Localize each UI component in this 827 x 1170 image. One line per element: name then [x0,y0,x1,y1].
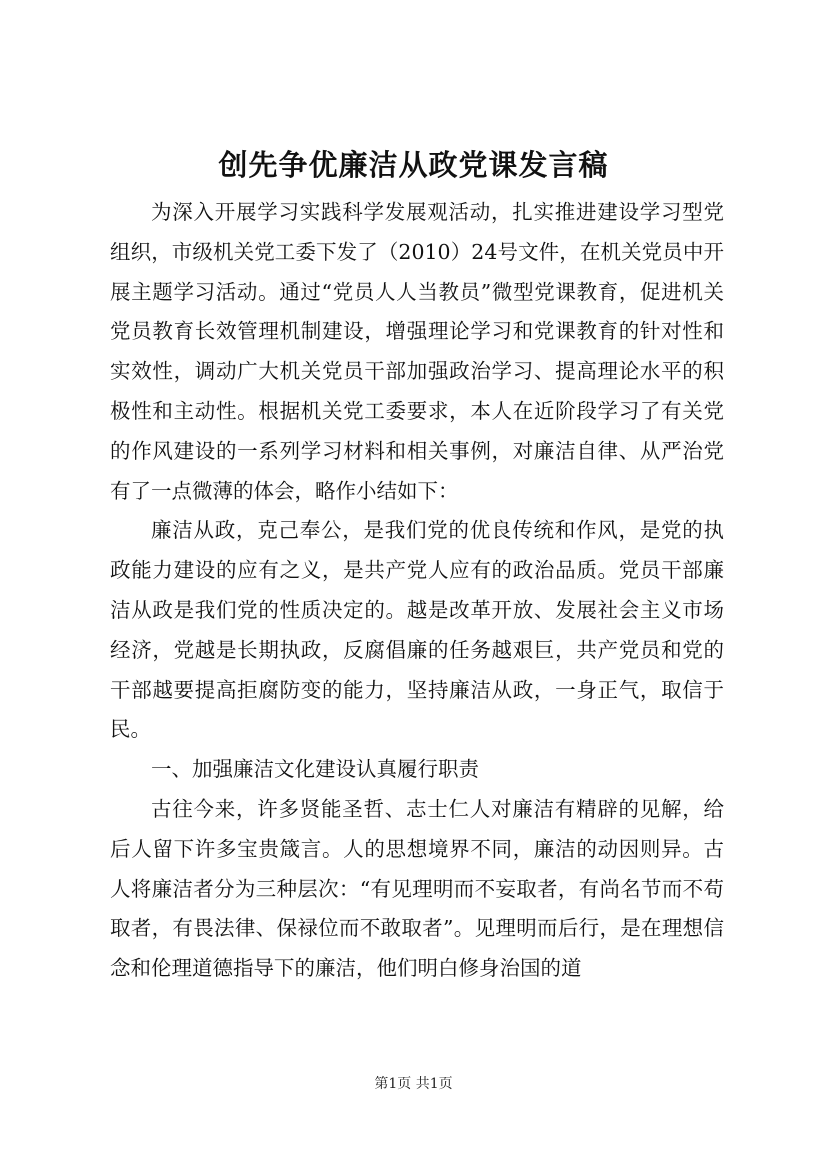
section-heading: 一、加强廉洁文化建设认真履行职责 [151,757,479,782]
paragraph-integrity: 廉洁从政，克己奉公，是我们党的优良传统和作风，是党的执政能力建设的应有之义，是共产党人应有的政治品质。党员干部廉洁从政是我们党的性质决定的。越是改革开放、发展社会主义市场经济，党越是长期执政，反腐倡廉的任务越艰巨，共产党员和党的干部越要提高拒腐防变的能力，坚持廉洁从政，一身正气，取信于民。 [110,518,724,742]
paragraph-intro: 为深入开展学习实践科学发展观活动，扎实推进建设学习型党组织，市级机关党工委下发了（2010）24号文件，在机关党员中开展主题学习活动。通过“党员人人当教员”微型党课教育，促进机关党员教育长效管理机制建设，增强理论学习和党课教育的针对性和实效性，调动广大机关党员干部加强政治学习、提高理论水平的积极性和主动性。根据机关党工委要求，本人在近阶段学习了有关党的作风建设的一系列学习材料和相关事例，对廉洁自律、从严治党有了一点微薄的体会，略作小结如下： [110,200,724,503]
paragraph-ancient-sayings: 古往今来，许多贤能圣哲、志士仁人对廉洁有精辟的见解，给后人留下许多宝贵箴言。人的思想境界不同，廉洁的动因则异。古人将廉洁者分为三种层次：“有见理明而不妄取者，有尚名节而不苟取者，有畏法律、保禄位而不敢取者”。见理明而后行，是在理想信念和伦理道德指导下的廉洁，他们明白修身治国的道 [110,796,724,981]
page-number-footer: 第1页 共1页 [374,1076,453,1092]
document-body [110,193,724,989]
document-title: 创先争优廉洁从政党课发言稿 [218,148,609,182]
